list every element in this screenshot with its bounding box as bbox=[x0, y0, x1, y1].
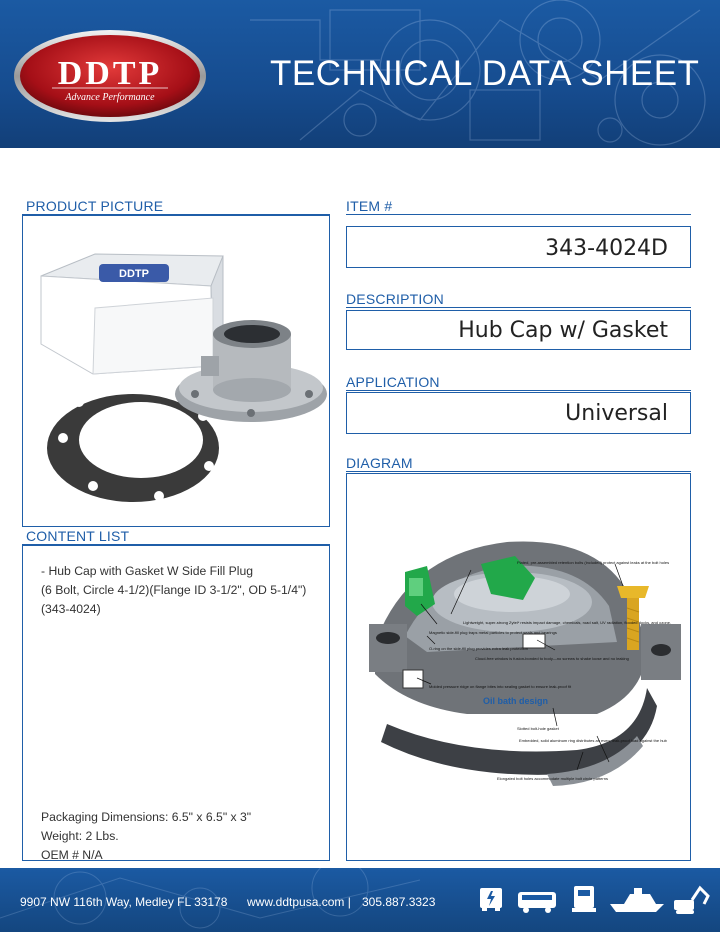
page-title: TECHNICAL DATA SHEET bbox=[270, 54, 700, 93]
weight: Weight: 2 Lbs. bbox=[41, 829, 119, 843]
yacht-icon bbox=[610, 888, 664, 912]
footer-website[interactable]: www.ddtpusa.com | bbox=[247, 895, 351, 909]
generator-icon bbox=[480, 888, 502, 911]
excavator-icon bbox=[674, 888, 708, 914]
application-box bbox=[346, 392, 691, 434]
logo-tagline: Advance Performance bbox=[65, 92, 155, 103]
diagram-caption: Oil bath design bbox=[483, 696, 549, 706]
callout-window: Cloud-free window is fusion-bonded to body—no screws to shake loose and no leaking bbox=[475, 656, 629, 661]
content-line-2: (6 Bolt, Circle 4-1/2)(Flange ID 3-1/2", OD 5-1/4") bbox=[41, 583, 307, 597]
description-label: DESCRIPTION bbox=[346, 291, 444, 307]
callout-pressure-ridge: Molded pressure ridge on flange bites into sealing gasket to ensure leak-proof fit bbox=[429, 684, 572, 689]
box-logo: DDTP bbox=[119, 268, 149, 280]
footer-banner bbox=[0, 868, 720, 932]
callout-aluminum-ring: Embedded, solid aluminum ring distributes an even, leak-proof load against the hub bbox=[519, 738, 667, 743]
product-image bbox=[23, 216, 329, 526]
divider bbox=[346, 390, 691, 391]
callout-slotted-gasket: Slotted bolt-hole gasket bbox=[517, 726, 559, 731]
truck-icon bbox=[572, 886, 596, 912]
description-box bbox=[346, 310, 691, 350]
oem-number: OEM # N/A bbox=[41, 848, 103, 862]
diagram-box bbox=[346, 473, 691, 861]
content-line-1: - Hub Cap with Gasket W Side Fill Plug bbox=[41, 564, 254, 578]
callout-magnetic-plug: Magnetic side-fill plug traps metal particles to protect seals and bearings bbox=[429, 630, 557, 635]
hub-cap-cutaway-diagram bbox=[347, 474, 690, 860]
bus-icon bbox=[518, 892, 556, 913]
item-number-box bbox=[346, 226, 691, 268]
callout-retention-bolts: Plated, pre-assembled retention bolts (included) protect against leaks at the bolt holes bbox=[517, 560, 670, 565]
description-value: Hub Cap w/ Gasket bbox=[458, 318, 668, 343]
application-label: APPLICATION bbox=[346, 374, 440, 390]
item-number-value: 343-4024D bbox=[545, 236, 668, 261]
divider bbox=[346, 307, 691, 308]
content-list-box bbox=[22, 545, 330, 861]
item-number-label: ITEM # bbox=[346, 198, 393, 214]
header-banner bbox=[0, 0, 720, 148]
ddtp-logo bbox=[12, 28, 208, 124]
industry-icons bbox=[478, 882, 710, 922]
product-picture-box bbox=[22, 215, 330, 527]
callout-zytel: Lightweight, super-strong Zytel* resists impact damage, chemicals, road salt, UV radiation, flooded docks, and ozone. bbox=[463, 620, 672, 625]
divider bbox=[346, 214, 691, 215]
footer-address: 9907 NW 116th Way, Medley FL 33178 bbox=[20, 895, 228, 909]
callout-o-ring: O-ring on the side-fill plug provides extra leak protection bbox=[429, 646, 528, 651]
content-list-label: CONTENT LIST bbox=[26, 528, 130, 544]
footer-phone: 305.887.3323 bbox=[362, 895, 436, 909]
divider bbox=[346, 471, 691, 472]
content-line-3: (343-4024) bbox=[41, 602, 101, 616]
diagram-label: DIAGRAM bbox=[346, 455, 413, 471]
packaging-dimensions: Packaging Dimensions: 6.5" x 6.5" x 3" bbox=[41, 810, 252, 824]
callout-elongated-holes: Elongated bolt holes accommodate multiple bolt circle patterns bbox=[497, 776, 608, 781]
application-value: Universal bbox=[565, 401, 668, 426]
logo-text: DDTP bbox=[57, 55, 163, 92]
product-picture-label: PRODUCT PICTURE bbox=[26, 198, 164, 214]
